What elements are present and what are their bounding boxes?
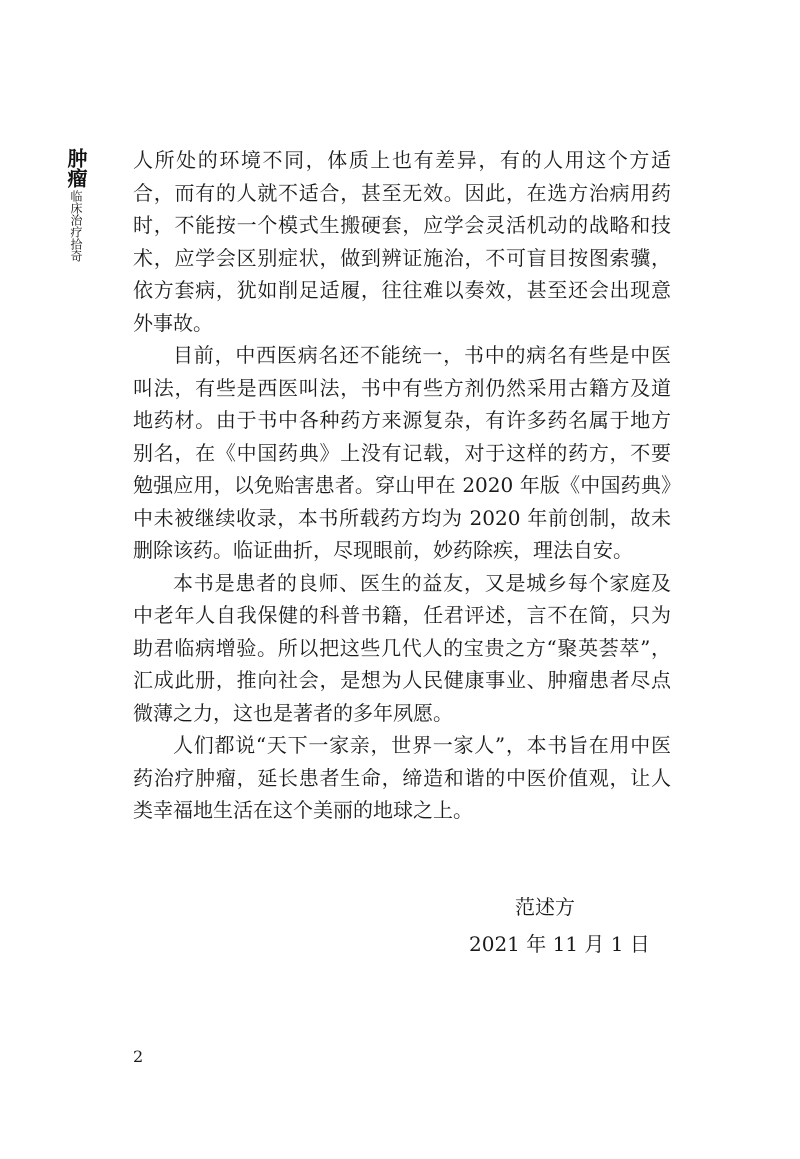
paragraph-4: 人们都说“天下一家亲，世界一家人”，本书旨在用中医药治疗肿瘤，延长患者生命，缔造和谐的中医价值观，让人类幸福地生活在这个美丽的地球之上。 bbox=[133, 733, 671, 822]
author-signature: 范述方 bbox=[515, 895, 575, 919]
page-number: 2 bbox=[133, 1047, 144, 1066]
running-title-sub: 临床治疗拾奇 bbox=[69, 190, 83, 262]
signature-date: 2021 年 11 月 1 日 bbox=[469, 932, 650, 956]
body-text bbox=[133, 144, 671, 827]
paragraph-2: 目前，中西医病名还不能统一，书中的病名有些是中医叫法，有些是西医叫法，书中有些方剂仍然采用古籍方及道地药材。由于书中各种药方来源复杂，有许多药名属于地方别名，在《中国药典》上没有记载，对于这样的药方，不要勉强应用，以免贻害患者。穿山甲在 2020 年版《中国药典》中未被继续收录，本书所载药方均为 2020 年前创制，故未删除该药。临证曲折，尽现眼前，妙药除疾，理法自安。 bbox=[133, 343, 671, 562]
paragraph-1: 人所处的环境不同，体质上也有差异，有的人用这个方适合，而有的人就不适合，甚至无效。因此，在选方治病用药时，不能按一个模式生搬硬套，应学会灵活机动的战略和技术，应学会区别症状，做到辨证施治，不可盲目按图索骥，依方套病，犹如削足适履，往往难以奏效，甚至还会出现意外事故。 bbox=[133, 148, 671, 335]
running-title bbox=[62, 148, 90, 262]
running-title-main: 肿瘤 bbox=[64, 148, 88, 188]
paragraph-3: 本书是患者的良师、医生的益友，又是城乡每个家庭及中老年人自我保健的科普书籍，任君评述，言不在简，只为助君临病增验。所以把这些几代人的宝贵之方“聚英荟萃”，汇成此册，推向社会，是想为人民健康事业、肿瘤患者尽点微薄之力，这也是著者的多年夙愿。 bbox=[133, 570, 671, 725]
